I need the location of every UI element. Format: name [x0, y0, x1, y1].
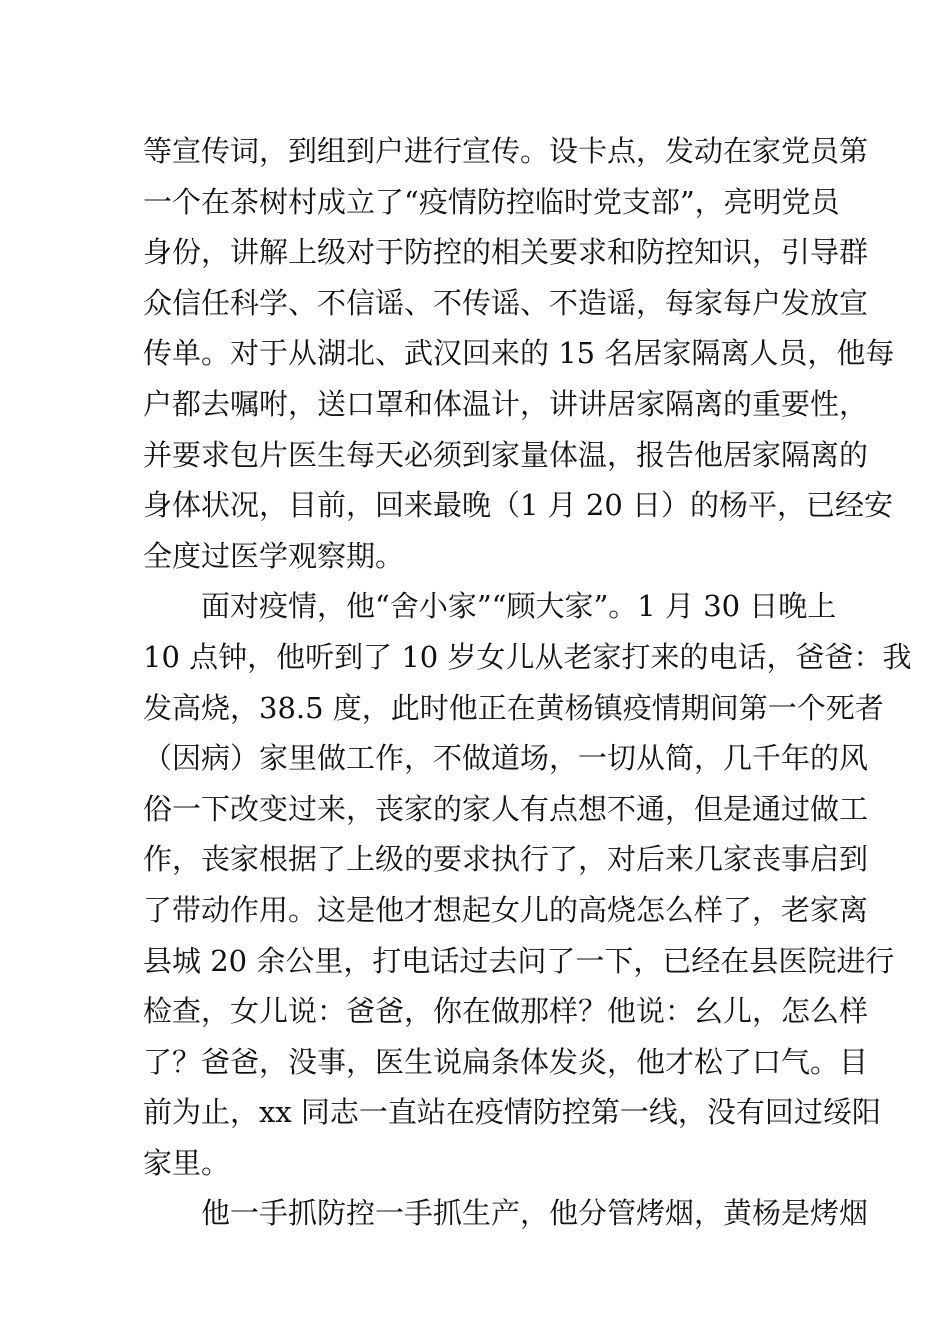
paragraph-2 [143, 581, 912, 1188]
text-line: 面对疫情，他“舍小家”“顾大家”。1 月 30 日晚上 [201, 589, 837, 624]
text-line: 作，丧家根据了上级的要求执行了，对后来几家丧事启到 [143, 842, 869, 877]
text-line: 检查，女儿说：爸爸，你在做那样？他说：幺儿，怎么样 [143, 994, 869, 1029]
text-line: 身份，讲解上级对于防控的相关要求和防控知识，引导群 [143, 235, 869, 270]
text-line: 县城 20 余公里，打电话过去问了一下，已经在县医院进行 [143, 943, 895, 978]
text-line: 一个在茶树村成立了“疫情防控临时党支部”，亮明党员 [143, 184, 840, 219]
text-line: 发高烧，38.5 度，此时他正在黄杨镇疫情期间第一个死者 [143, 690, 884, 725]
body-text [143, 126, 912, 1239]
text-line: 全度过医学观察期。 [143, 538, 405, 573]
paragraph-3 [143, 1188, 869, 1239]
text-line: 他一手抓防控一手抓生产，他分管烤烟，黄杨是烤烟 [201, 1196, 869, 1231]
text-line: 前为止，xx 同志一直站在疫情防控第一线，没有回过绥阳 [143, 1095, 881, 1130]
text-line: 俗一下改变过来，丧家的家人有点想不通，但是通过做工 [143, 791, 869, 826]
text-line: 了带动作用。这是他才想起女儿的高烧怎么样了，老家离 [143, 892, 869, 927]
text-line: 等宣传词，到组到户进行宣传。设卡点，发动在家党员第 [143, 134, 869, 168]
text-line: 家里。 [143, 1145, 231, 1180]
text-line: 了？爸爸，没事，医生说扁条体发炎，他才松了口气。目 [143, 1044, 869, 1079]
text-line: 身体状况，目前，回来最晚（1 月 20 日）的杨平，已经安 [143, 488, 894, 523]
text-line: 10 点钟，他听到了 10 岁女儿从老家打来的电话，爸爸：我 [143, 639, 912, 674]
text-line: 户都去嘱咐，送口罩和体温计，讲讲居家隔离的重要性， [143, 386, 869, 421]
text-line: 并要求包片医生每天必须到家量体温，报告他居家隔离的 [143, 437, 869, 472]
text-line: 传单。对于从湖北、武汉回来的 15 名居家隔离人员，他每 [143, 336, 895, 371]
text-line: （因病）家里做工作，不做道场，一切从简，几千年的风 [143, 741, 869, 776]
text-line: 众信任科学、不信谣、不传谣、不造谣，每家每户发放宣 [143, 285, 869, 320]
paragraph-1 [143, 126, 895, 581]
